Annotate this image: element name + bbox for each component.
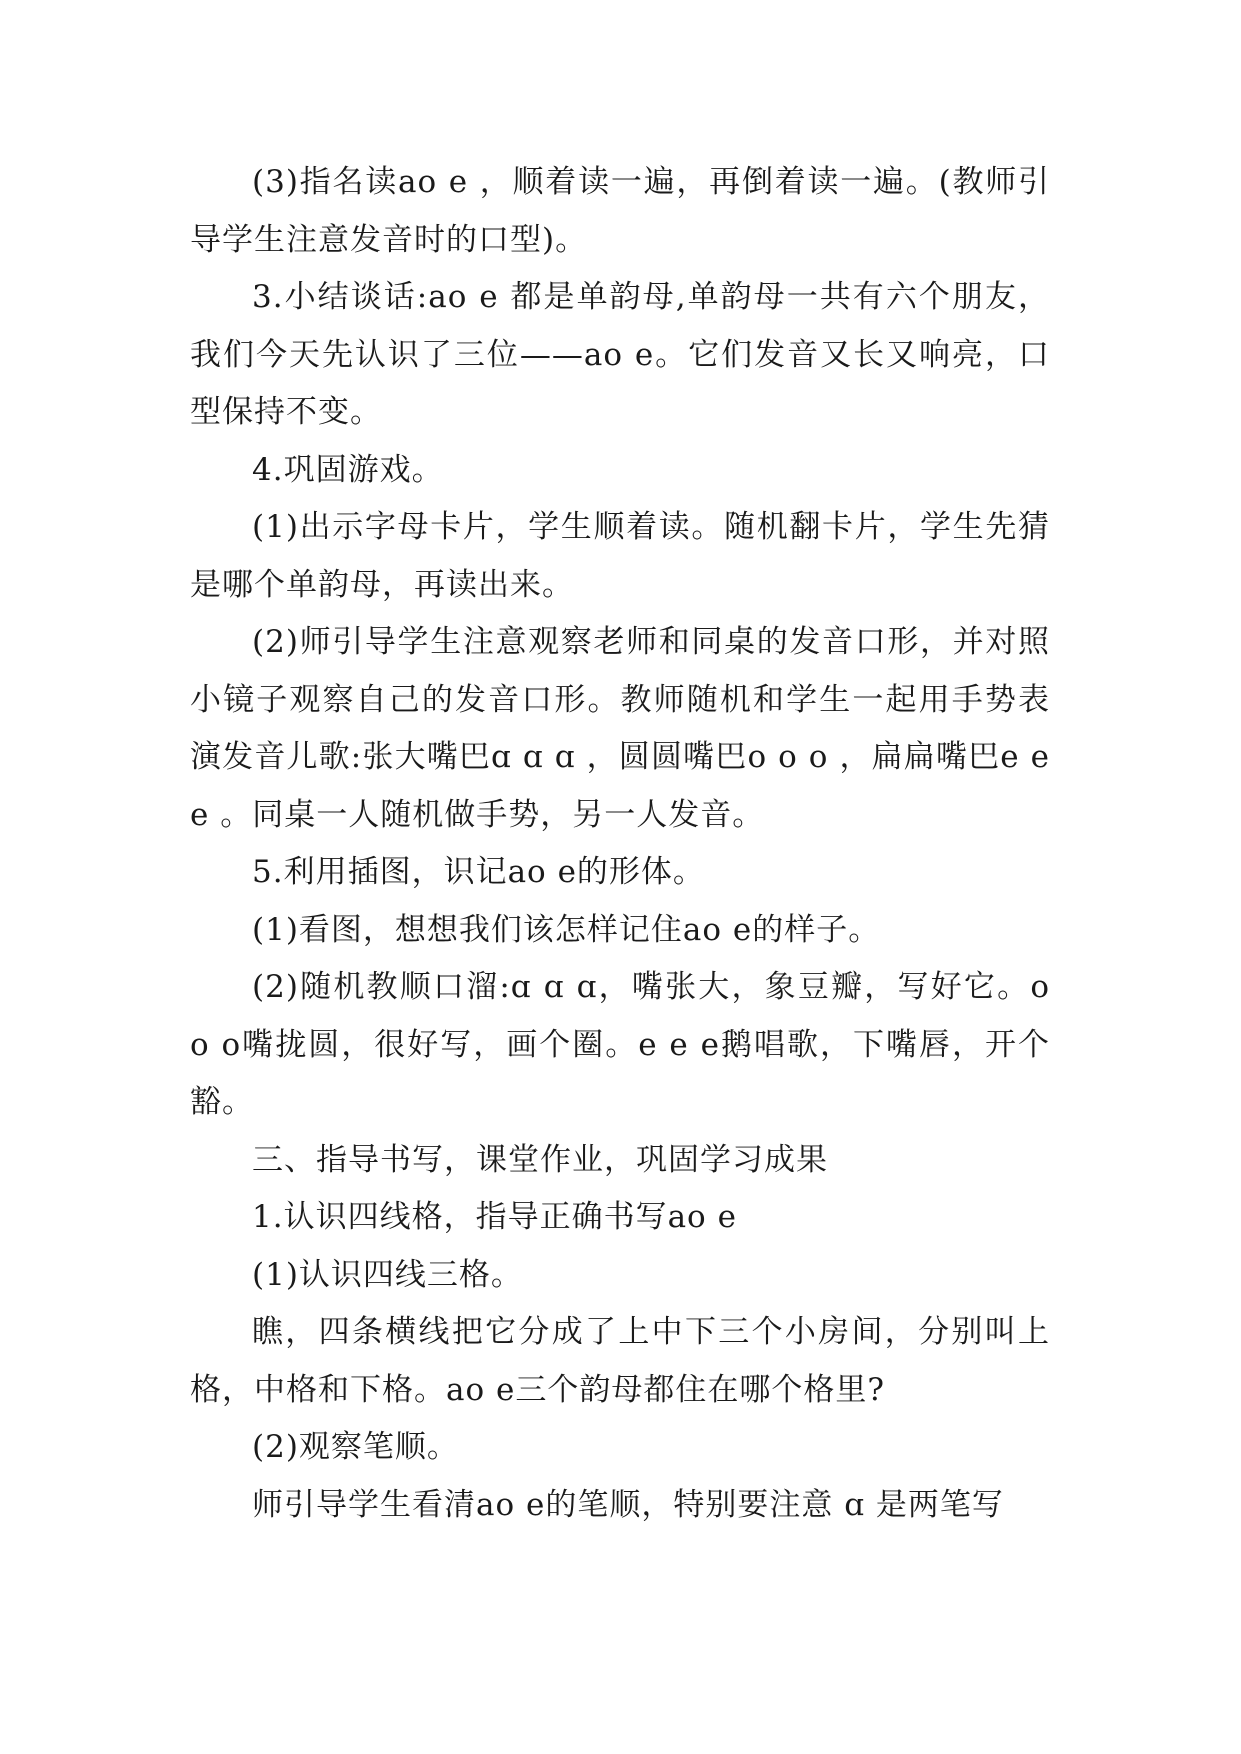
paragraph: 3.小结谈话:ao e 都是单韵母,单韵母一共有六个朋友，我们今天先认识了三位——ao e。它们发音又长又响亮，口型保持不变。 [190, 279, 1050, 430]
paragraph: (1)认识四线三格。 [252, 1256, 523, 1293]
paragraph: (2)随机教顺口溜:ɑ ɑ ɑ，嘴张大，象豆瓣，写好它。o o o嘴拢圆，很好写，画个圈。e e e鹅唱歌，下嘴唇，开个豁。 [190, 969, 1050, 1120]
paragraph: (2)观察笔顺。 [252, 1429, 459, 1465]
section-heading: 三、指导书写，课堂作业，巩固学习成果 [252, 1141, 828, 1178]
paragraph: (1)出示字母卡片，学生顺着读。随机翻卡片，学生先猜是哪个单韵母，再读出来。 [190, 509, 1050, 603]
paragraph: 5.利用插图，识记ao e的形体。 [252, 854, 705, 890]
paragraph: (1)看图，想想我们该怎样记住ao e的样子。 [252, 911, 881, 948]
paragraph: 4.巩固游戏。 [252, 451, 444, 488]
paragraph: (3)指名读ao e ，顺着读一遍，再倒着读一遍。(教师引导学生注意发音时的口型)。 [190, 164, 1050, 258]
paragraph: 师引导学生看清ao e的笔顺，特别要注意 ɑ 是两笔写 [252, 1486, 1004, 1523]
document-body [190, 154, 1050, 1534]
paragraph: 1.认识四线格，指导正确书写ao e [252, 1199, 737, 1235]
paragraph: 瞧，四条横线把它分成了上中下三个小房间，分别叫上格，中格和下格。ao e三个韵母都住在哪个格里? [190, 1314, 1050, 1408]
paragraph: (2)师引导学生注意观察老师和同桌的发音口形，并对照小镜子观察自己的发音口形。教师随机和学生一起用手势表演发音儿歌:张大嘴巴ɑ ɑ ɑ ，圆圆嘴巴o o o ，扁扁嘴巴e e e 。同桌一人随机做手势，另一人发音。 [190, 624, 1050, 833]
